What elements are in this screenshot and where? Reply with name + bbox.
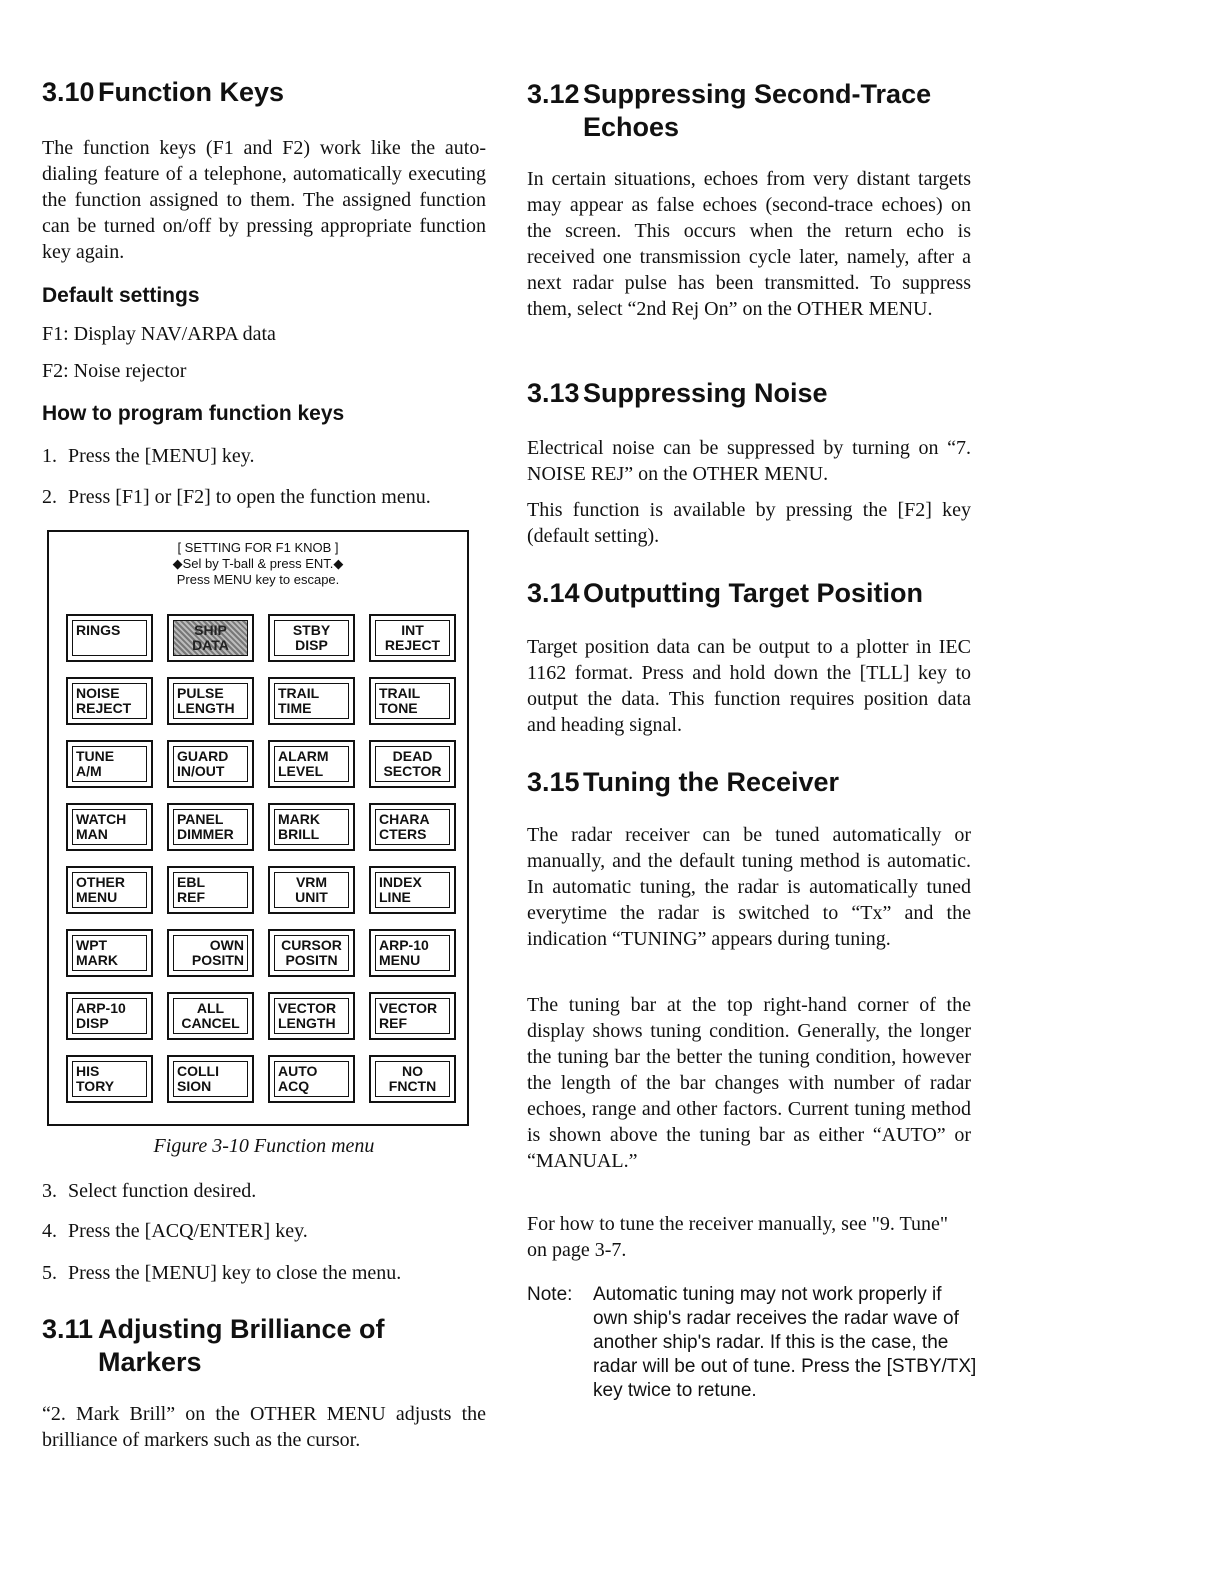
- key-trail-time[interactable]: TRAIL TIME: [268, 677, 355, 725]
- key-all-cancel[interactable]: ALL CANCEL: [167, 992, 254, 1040]
- section-3-10-heading: 3.10 Function Keys: [42, 77, 285, 107]
- key-watch-man[interactable]: WATCH MAN: [66, 803, 153, 851]
- key-own-positn[interactable]: OWN POSITN: [167, 929, 254, 977]
- key-collision[interactable]: COLLI SION: [167, 1055, 254, 1103]
- key-vrm-unit[interactable]: VRM UNIT: [268, 866, 355, 914]
- section-3-15-heading: 3.15 Tuning the Receiver: [527, 767, 840, 797]
- key-ship-data[interactable]: SHIP DATA: [167, 614, 254, 662]
- key-other-menu[interactable]: OTHER MENU: [66, 866, 153, 914]
- default-settings-heading: Default settings: [42, 284, 200, 307]
- section-3-14-paragraph: Target position data can be output to a plotter in IEC 1162 format. Press and hold down the [TLL] key to output the data. This function requires position data and heading signal.: [527, 636, 971, 736]
- key-vector-ref[interactable]: VECTOR REF: [369, 992, 456, 1040]
- key-no-function[interactable]: NO FNCTN: [369, 1055, 456, 1103]
- key-int-reject[interactable]: INT REJECT: [369, 614, 456, 662]
- default-f2: F2: Noise rejector: [42, 360, 187, 382]
- howto-heading: How to program function keys: [42, 402, 345, 425]
- step-5: 5. Press the [MENU] key to close the menu.: [42, 1262, 402, 1284]
- section-3-11-heading: 3.11 Adjusting Brilliance of Markers: [42, 1314, 385, 1377]
- section-3-14-heading: 3.14 Outputting Target Position: [527, 578, 923, 608]
- section-3-12-heading: 3.12 Suppressing Second-Trace Echoes: [527, 79, 932, 142]
- section-3-13-paragraph-1: Electrical noise can be suppressed by turning on “7. NOISE REJ” on the OTHER MENU.: [527, 437, 971, 485]
- key-arp10-menu[interactable]: ARP-10 MENU: [369, 929, 456, 977]
- section-3-15-paragraph-2: The tuning bar at the top right-hand corner of the display shows tuning condition. Generally, the longer the tuning bar the better the tuning condition, however the length of the bar changes with number of radar echoes, range and other factors. Current tuning method is shown above the tuning bar as either “AUTO” or “MANUAL.”: [527, 994, 971, 1172]
- figure-caption: Figure 3-10 Function menu: [153, 1135, 375, 1157]
- key-tune-am[interactable]: TUNE A/M: [66, 740, 153, 788]
- key-noise-reject[interactable]: NOISE REJECT: [66, 677, 153, 725]
- figure-header: [49, 540, 467, 588]
- key-dead-sector[interactable]: DEAD SECTOR: [369, 740, 456, 788]
- figure-title: [ SETTING FOR F1 KNOB ]: [177, 540, 339, 555]
- step-3: 3. Select function desired.: [42, 1180, 257, 1202]
- key-history[interactable]: HIS TORY: [66, 1055, 153, 1103]
- key-alarm-level[interactable]: ALARM LEVEL: [268, 740, 355, 788]
- step-4: 4. Press the [ACQ/ENTER] key.: [42, 1220, 308, 1242]
- section-3-15-paragraph-1: The radar receiver can be tuned automatically or manually, and the default tuning method is automatic. In automatic tuning, the radar is automatically tuned everytime the radar is switched to “Tx” and the indication “TUNING” appears during tuning.: [527, 824, 971, 950]
- key-arp10-disp[interactable]: ARP-10 DISP: [66, 992, 153, 1040]
- key-vector-length[interactable]: VECTOR LENGTH: [268, 992, 355, 1040]
- step-1: 1. Press the [MENU] key.: [42, 445, 255, 467]
- key-characters[interactable]: CHARA CTERS: [369, 803, 456, 851]
- section-3-15-paragraph-3: For how to tune the receiver manually, see "9. Tune" on page 3-7.: [527, 1213, 949, 1261]
- key-panel-dimmer[interactable]: PANEL DIMMER: [167, 803, 254, 851]
- key-wpt-mark[interactable]: WPT MARK: [66, 929, 153, 977]
- key-ebl-ref[interactable]: EBL REF: [167, 866, 254, 914]
- note-label: Note:: [527, 1284, 573, 1305]
- key-auto-acq[interactable]: AUTO ACQ: [268, 1055, 355, 1103]
- section-3-10-paragraph: The function keys (F1 and F2) work like the auto-dialing feature of a telephone, automatically executing the function assigned to them. The assigned function can be turned on/off by pressing appropriate function key again.: [42, 137, 486, 263]
- section-3-13-paragraph-2: This function is available by pressing the [F2] key (default setting).: [527, 499, 971, 547]
- key-index-line[interactable]: INDEX LINE: [369, 866, 456, 914]
- key-rings[interactable]: RINGS: [66, 614, 153, 662]
- figure-escape-hint: Press MENU key to escape.: [176, 572, 340, 587]
- step-2: 2. Press [F1] or [F2] to open the function menu.: [42, 486, 431, 508]
- key-mark-brill[interactable]: MARK BRILL: [268, 803, 355, 851]
- key-guard-inout[interactable]: GUARD IN/OUT: [167, 740, 254, 788]
- figure-instruction: ◆Sel by T-ball & press ENT.◆: [172, 556, 344, 571]
- function-menu-figure: [47, 530, 469, 1126]
- section-3-13-heading: 3.13 Suppressing Noise: [527, 378, 828, 408]
- key-trail-tone[interactable]: TRAIL TONE: [369, 677, 456, 725]
- note-text: Automatic tuning may not work properly if own ship's radar receives the radar wave of another ship's radar. If this is the case, the radar will be out of tune. Press the [STBY/TX] key twice to retune.: [593, 1284, 977, 1401]
- default-f1: F1: Display NAV/ARPA data: [42, 323, 276, 345]
- section-3-11-paragraph: “2. Mark Brill” on the OTHER MENU adjusts the brilliance of markers such as the cursor.: [42, 1403, 486, 1451]
- section-3-12-paragraph: In certain situations, echoes from very distant targets may appear as false echoes (second-trace echoes) on the screen. This occurs when the return echo is received one transmission cycle later, namely, after a next radar pulse has been transmitted. To suppress them, select “2nd Rej On” on the OTHER MENU.: [527, 168, 971, 320]
- key-cursor-positn[interactable]: CURSOR POSITN: [268, 929, 355, 977]
- key-stby-disp[interactable]: STBY DISP: [268, 614, 355, 662]
- key-pulse-length[interactable]: PULSE LENGTH: [167, 677, 254, 725]
